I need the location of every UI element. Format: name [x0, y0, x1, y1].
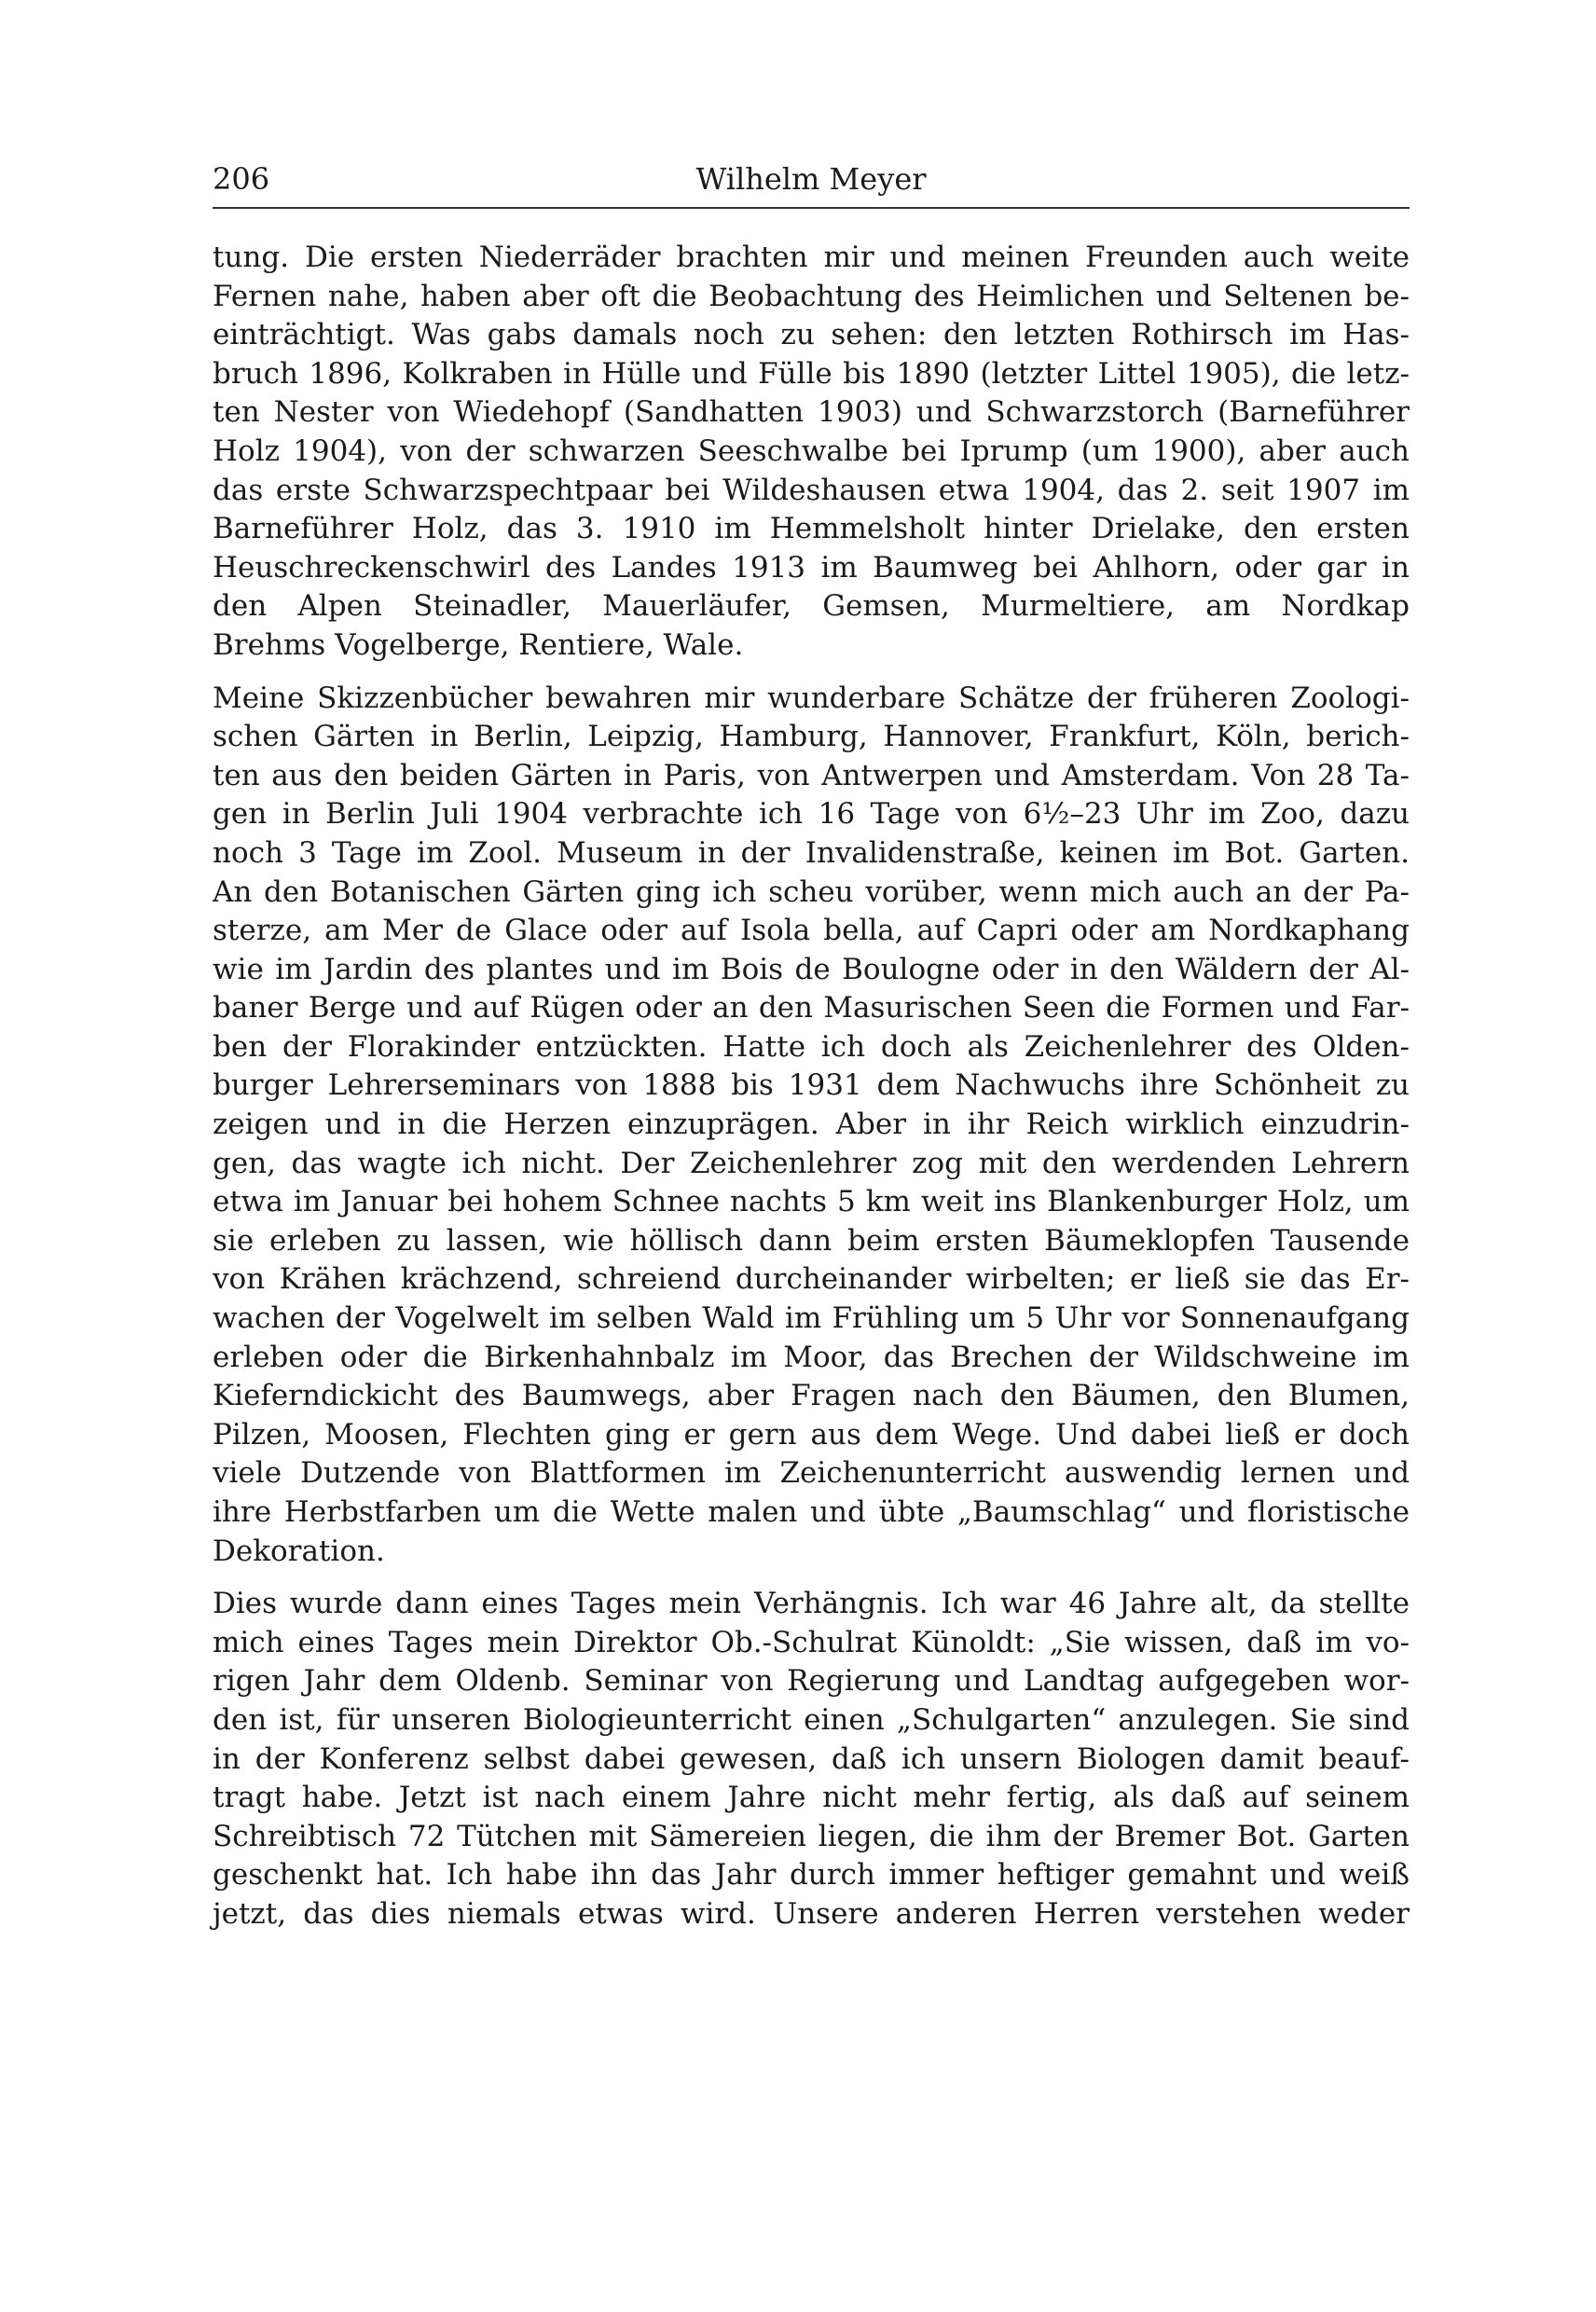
text-line: jetzt, das dies niemals etwas wird. Unsere anderen Herren verstehen weder [213, 1896, 1410, 1931]
text-line: noch 3 Tage im Zool. Museum in der Invalidenstraße, keinen im Bot. Garten. [213, 835, 1410, 870]
text-line: in der Konferenz selbst dabei gewesen, daß ich unsern Biologen damit beauf- [213, 1741, 1410, 1776]
text-line: ten aus den beiden Gärten in Paris, von Antwerpen und Amsterdam. Von 28 Ta- [213, 758, 1410, 792]
text-line: Meine Skizzenbücher bewahren mir wunderbare Schätze der früheren Zoologi- [213, 681, 1410, 715]
paragraph [213, 1585, 1410, 1934]
text-line: burger Lehrerseminars von 1888 bis 1931 dem Nachwuchs ihre Schönheit zu [213, 1068, 1410, 1103]
text-line: Holz 1904), von der schwarzen Seeschwalbe bei Iprump (um 1900), aber auch [213, 434, 1410, 468]
text-line: wie im Jardin des plantes und im Bois de Boulogne oder in den Wäldern der Al- [213, 952, 1410, 986]
text-line: Dekoration. [213, 1534, 385, 1568]
text-line: erleben oder die Birkenhahnbalz im Moor, das Brechen der Wildschweine im [213, 1340, 1410, 1374]
text-line: den Alpen Steinadler, Mauerläufer, Gemsen, Murmeltiere, am Nordkap [213, 589, 1410, 624]
text-line: zeigen und in die Herzen einzuprägen. Aber in ihr Reich wirklich einzudrin- [213, 1108, 1410, 1142]
text-line: bruch 1896, Kolkraben in Hülle und Fülle bis 1890 (letzter Littel 1905), die letz- [213, 356, 1410, 391]
text-line: tung. Die ersten Niederräder brachten mir und meinen Freunden auch weite [213, 241, 1410, 274]
text-line: Dies wurde dann eines Tages mein Verhängnis. Ich war 46 Jahre alt, da stellte [213, 1587, 1410, 1621]
running-head [213, 158, 1410, 209]
text-line: Brehms Vogelberge, Rentiere, Wale. [213, 627, 744, 662]
text-line: Fernen nahe, haben aber oft die Beobachtung des Heimlichen und Seltenen be- [213, 279, 1410, 313]
running-title: Wilhelm Meyer [695, 161, 927, 197]
text-line: ihre Herbstfarben um die Wette malen und übte „Baumschlag“ und floristische [213, 1495, 1410, 1529]
paragraph [213, 680, 1410, 1572]
text-line: An den Botanischen Gärten ging ich scheu vorüber, wenn mich auch an der Pa- [213, 874, 1410, 909]
text-line: einträchtigt. Was gabs damals noch zu sehen: den letzten Rothirsch im Has- [213, 318, 1410, 352]
text-line: Schreibtisch 72 Tütchen mit Sämereien liegen, die ihm der Bremer Bot. Garten [213, 1819, 1410, 1853]
text-line: etwa im Januar bei hohem Schnee nachts 5 km weit ins Blankenburger Holz, um [213, 1185, 1410, 1219]
body-text [213, 239, 1410, 1934]
text-line: den ist, für unseren Biologieunterricht einen „Schulgarten“ anzulegen. Sie sind [213, 1702, 1410, 1737]
text-line: sterze, am Mer de Glace oder auf Isola bella, auf Capri oder am Nordkaphang [213, 914, 1410, 948]
page-number: 206 [213, 161, 270, 197]
text-line: Barneführer Holz, das 3. 1910 im Hemmelsholt hinter Drielake, den ersten [213, 512, 1410, 546]
paragraph [213, 239, 1410, 666]
text-line: wachen der Vogelwelt im selben Wald im Frühling um 5 Uhr vor Sonnenaufgang [213, 1301, 1410, 1336]
text-line: Kieferndickicht des Baumwegs, aber Fragen nach den Bäumen, den Blumen, [213, 1379, 1410, 1413]
text-line: gen in Berlin Juli 1904 verbrachte ich 16 Tage von 6½–23 Uhr im Zoo, dazu [213, 797, 1410, 832]
text-line: Heuschreckenschwirl des Landes 1913 im Baumweg bei Ahlhorn, oder gar in [213, 550, 1410, 585]
text-line: schen Gärten in Berlin, Leipzig, Hamburg, Hannover, Frankfurt, Köln, berich- [213, 720, 1410, 754]
text-line: sie erleben zu lassen, wie höllisch dann beim ersten Bäumeklopfen Tausende [213, 1223, 1410, 1258]
text-line: von Krähen krächzend, schreiend durcheinander wirbelten; er ließ sie das Er- [213, 1262, 1410, 1297]
text-line: rigen Jahr dem Oldenb. Seminar von Regierung und Landtag aufgegeben wor- [213, 1664, 1410, 1699]
text-line: Pilzen, Moosen, Flechten ging er gern aus dem Wege. Und dabei ließ er doch [213, 1417, 1410, 1452]
text-line: tragt habe. Jetzt ist nach einem Jahre nicht mehr fertig, als daß auf seinem [213, 1781, 1410, 1815]
text-line: ben der Florakinder entzückten. Hatte ich doch als Zeichenlehrer des Olden- [213, 1029, 1410, 1064]
text-line: viele Dutzende von Blattformen im Zeichenunterricht auswendig lernen und [213, 1456, 1410, 1491]
text-line: ten Nester von Wiedehopf (Sandhatten 1903) und Schwarzstorch (Barneführer [213, 395, 1410, 430]
text-line: geschenkt hat. Ich habe ihn das Jahr durch immer heftiger gemahnt und weiß [213, 1858, 1410, 1892]
text-line: mich eines Tages mein Direktor Ob.-Schulrat Künoldt: „Sie wissen, daß im vo- [213, 1625, 1410, 1659]
text-line: baner Berge und auf Rügen oder an den Masurischen Seen die Formen und Far- [213, 991, 1410, 1025]
text-line: gen, das wagte ich nicht. Der Zeichenlehrer zog mit den werdenden Lehrern [213, 1146, 1410, 1180]
text-line: das erste Schwarzspechtpaar bei Wildeshausen etwa 1904, das 2. seit 1907 im [213, 473, 1410, 507]
